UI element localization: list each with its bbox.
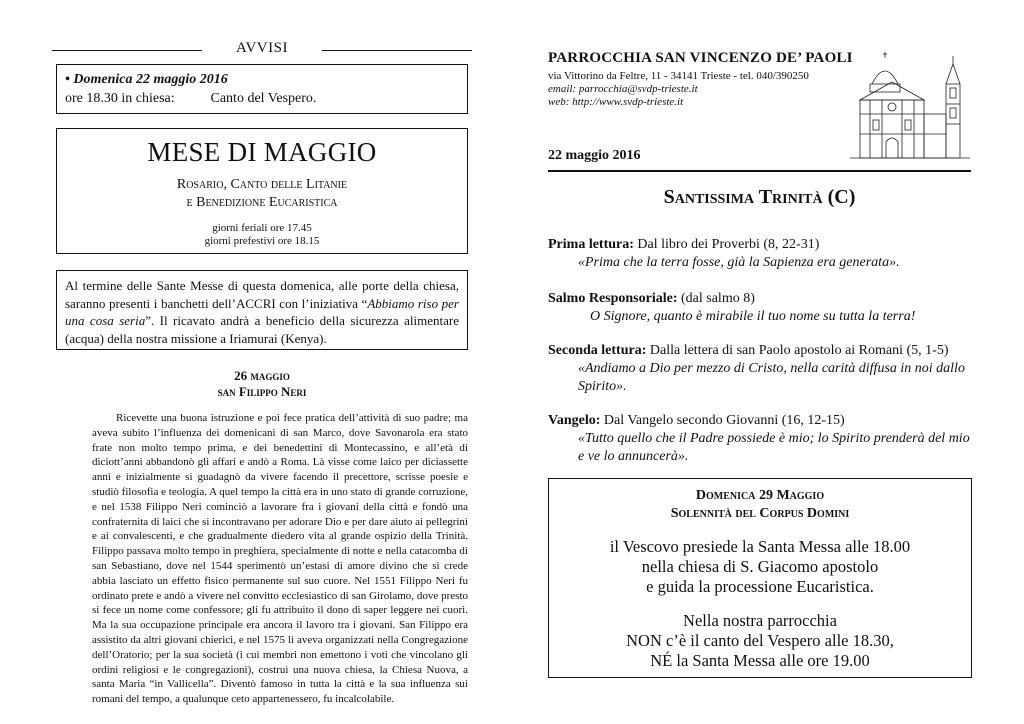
church-drawing-icon bbox=[850, 44, 970, 164]
bulletin-date: 22 maggio 2016 bbox=[548, 148, 641, 163]
first-reading-source: Dal libro dei Proverbi (8, 22-31) bbox=[633, 237, 820, 252]
corpus-domini-box bbox=[548, 478, 972, 678]
notice-row bbox=[65, 89, 459, 108]
accri-text-before: Al termine delle Sante Messe di questa domenica, alle porte della chiesa, saranno presenti i banchetti dell’ACCRI con l’iniziativa “ bbox=[65, 278, 459, 311]
parish-web: web: http://www.svdp-trieste.it bbox=[548, 96, 684, 108]
saint-biography: Ricevette una buona istruzione e poi fece pratica dell’attività di suo padre; ma aveva subito l’influenza dei domenicani di san Marco, dove Savonarola era stato frate non molto tempo prima, e dei benedettini di Montecassino, e all’età di diciott’anni abbandonò gli affari e andò a Roma. Là visse come laico per diciassette anni e inizialmente si guadagnò da vivere facendo il precettore, scrisse poesie e studiò filosofia e teologia. A quel tempo la città era in uno stato di grande corruzione, e nel 1538 Filippo Neri cominciò a lavorare fra i giovani della città e fondò una confraternita di laici che si incontravano per adorare Dio e per dare aiuto ai pellegrini e ai convalescenti, e che gradualmente diedero vita al grande ospizio della Trinità. Filippo passava molto tempo in preghiera, specialmente di notte e nella catacomba di san Sebastiano, dove nel 1544 sperimentò un’estasi di amore divino che si crede abbia lasciato un effetto fisico permanente sul suo cuore. Nel 1551 Filippo Neri fu ordinato prete e andò a vivere nel convitto ecclesiastico di san Girolamo, dove presto si fece un nome come confessore; gli fu attribuito il dono di saper leggere nei cuori. Ma la sua occupazione principale era ancora il lavoro tra i giovani. San Filippo era assistito da altri giovani chierici, e nel 1575 li aveva organizzati nella Congregazione dell’Oratorio; per la sua società (i cui membri non emettono i voti che vincolano gli ordini religiosi e le congregazioni), costruì una nuova chiesa, la Chiesa Nuova, a santa Maria “in Vallicella”. Diventò famoso in tutta la città e la sua influenza sui romani del tempo, a qualunque ceto appartenessero, fu incalcolabile. bbox=[92, 412, 468, 706]
gospel-quote: «Tutto quello che il Padre possiede è mio; lo Spirito prenderà del mio e ve lo annuncerà». bbox=[578, 431, 970, 464]
parish-contact bbox=[548, 70, 809, 109]
corpus-line-4: Nella nostra parrocchia bbox=[683, 611, 837, 630]
parish-address: via Vittorino da Feltre, 11 - 34141 Trieste - tel. 040/390250 bbox=[548, 70, 809, 82]
gospel-label: Vangelo: bbox=[548, 413, 601, 428]
saint-name: san Filippo Neri bbox=[217, 384, 307, 399]
avvisi-header bbox=[52, 40, 472, 60]
date-rule bbox=[548, 170, 971, 172]
gospel-source: Dal Vangelo secondo Giovanni (16, 12-15) bbox=[600, 413, 845, 428]
psalm bbox=[548, 290, 971, 326]
accri-notice-box bbox=[56, 270, 468, 350]
first-reading-label: Prima lettura: bbox=[548, 237, 634, 252]
avvisi-title: AVVISI bbox=[236, 40, 288, 56]
notice-time: ore 18.30 in chiesa: bbox=[65, 91, 175, 106]
feast-title: Santissima Trinità (C) bbox=[663, 186, 856, 208]
corpus-line-1: il Vescovo presiede la Santa Messa alle 18.00 bbox=[609, 537, 911, 556]
may-subtitle-1: Rosario, Canto delle Litanie bbox=[176, 177, 348, 192]
psalm-label: Salmo Responsoriale: bbox=[548, 291, 678, 306]
holiday-times: giorni prefestivi ore 18.15 bbox=[204, 235, 320, 247]
header-rule-right bbox=[322, 50, 472, 51]
parish-email: email: parrocchia@svdp-trieste.it bbox=[548, 83, 698, 95]
gospel bbox=[548, 412, 971, 466]
notice-date: • Domenica 22 maggio 2016 bbox=[65, 72, 228, 87]
accri-text-after: ”. Il ricavato andrà a beneficio della sicurezza alimentare (acqua) della nostra missione a Iriamurai (Kenya). bbox=[65, 313, 459, 346]
second-reading bbox=[548, 342, 971, 396]
second-reading-quote: «Andiamo a Dio per mezzo di Cristo, nella carità diffusa in noi dallo Spirito». bbox=[578, 361, 965, 394]
corpus-line-6: NÉ la Santa Messa alle ore 19.00 bbox=[650, 651, 870, 670]
accri-initiative: Abbiamo riso per una cosa seria bbox=[65, 295, 459, 328]
first-reading-quote: «Prima che la terra fosse, già la Sapienza era generata». bbox=[578, 255, 900, 270]
parish-name: PARROCCHIA SAN VINCENZO DE’ PAOLI bbox=[548, 50, 853, 66]
corpus-date: Domenica 29 Maggio bbox=[695, 488, 825, 503]
notice-event: Canto del Vespero. bbox=[210, 91, 317, 106]
corpus-line-2: nella chiesa di S. Giacomo apostolo bbox=[641, 557, 879, 576]
may-title: MESE DI MAGGIO bbox=[147, 137, 377, 167]
corpus-line-5: NON c’è il canto del Vespero alle 18.30, bbox=[626, 631, 894, 650]
saint-heading bbox=[56, 368, 468, 400]
saint-date: 26 maggio bbox=[234, 368, 290, 383]
second-reading-label: Seconda lettura: bbox=[548, 343, 647, 358]
may-month-box bbox=[56, 128, 468, 254]
may-subtitle-2: e Benedizione Eucaristica bbox=[186, 195, 338, 210]
psalm-quote: O Signore, quanto è mirabile il tuo nome su tutta la terra! bbox=[590, 309, 916, 324]
corpus-line-3: e guida la processione Eucaristica. bbox=[646, 577, 874, 596]
vespers-notice-box bbox=[56, 64, 468, 114]
corpus-title: Solennità del Corpus Domini bbox=[670, 506, 850, 521]
weekday-times: giorni feriali ore 17.45 bbox=[212, 222, 312, 234]
second-reading-source: Dalla lettera di san Paolo apostolo ai Romani (5, 1-5) bbox=[646, 343, 949, 358]
psalm-source: (dal salmo 8) bbox=[677, 291, 755, 306]
first-reading bbox=[548, 236, 971, 272]
